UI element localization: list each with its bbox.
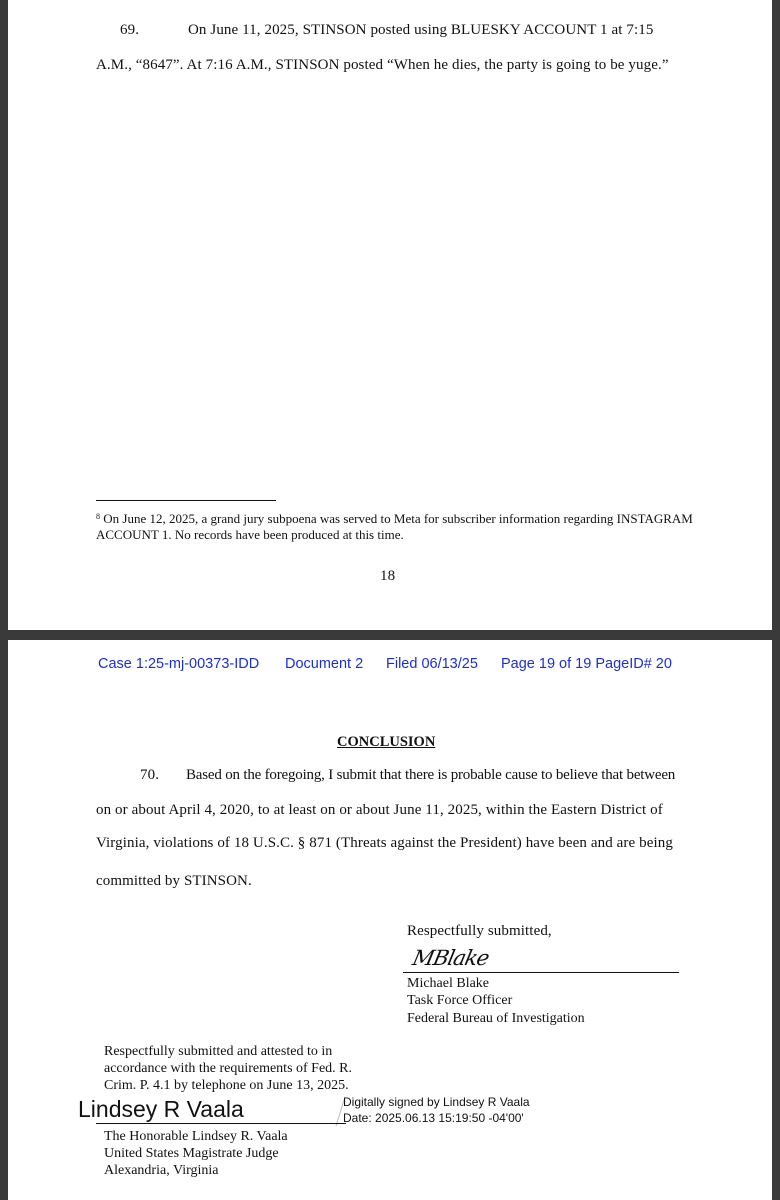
- judge-location: Alexandria, Virginia: [104, 1163, 219, 1178]
- paragraph-69-number: 69.: [120, 22, 140, 38]
- footnote-divider: [96, 500, 276, 501]
- paragraph-70-line-3: Virginia, violations of 18 U.S.C. § 871 (Threats against the President) have been and are being: [96, 835, 673, 851]
- paragraph-70-line-2: on or about April 4, 2020, to at least on or about June 11, 2025, within the Eastern District of: [96, 802, 663, 818]
- officer-handwritten-signature: MBlake: [410, 946, 491, 970]
- officer-name: Michael Blake: [407, 976, 490, 991]
- header-case-number: Case 1:25-mj-00373-IDD: [98, 656, 260, 672]
- judge-digital-signature: Lindsey R Vaala: [78, 1096, 244, 1122]
- signature-line: [403, 972, 679, 973]
- paragraph-69-line-2: A.M., “8647”. At 7:16 A.M., STINSON posted “When he dies, the party is going to be yuge.”: [96, 57, 669, 73]
- respectfully-submitted: Respectfully submitted,: [407, 923, 552, 939]
- paragraph-70-number: 70.: [140, 767, 160, 783]
- judge-name: The Honorable Lindsey R. Vaala: [104, 1129, 288, 1144]
- attestation-statement: Respectfully submitted and attested to in accordance with the requirements of Fed. R. Crim. P. 4.1 by telephone on June 13, 2025.: [104, 1044, 353, 1093]
- judge-signature-line: [96, 1123, 346, 1124]
- document-page-19: [8, 640, 772, 1200]
- document-page-18: [8, 0, 772, 630]
- header-filed-date: Filed 06/13/25: [386, 656, 478, 672]
- header-page-id: Page 19 of 19 PageID# 20: [501, 656, 672, 672]
- digital-signature-line-1: Digitally signed by Lindsey R Vaala: [343, 1095, 530, 1109]
- footnote-text: On June 12, 2025, a grand jury subpoena was served to Meta for subscriber information regarding INSTAGRAM ACCOUNT 1. No records have been produced at this time.: [96, 511, 693, 542]
- paragraph-70-line-1: Based on the foregoing, I submit that there is probable cause to believe that between: [186, 767, 676, 783]
- digital-signature-date: Date: 2025.06.13 15:19:50 -04'00': [343, 1111, 524, 1125]
- header-document: Document 2: [285, 656, 364, 672]
- conclusion-heading: CONCLUSION: [337, 734, 436, 750]
- page-number: 18: [380, 568, 396, 584]
- paragraph-69-line-1: On June 11, 2025, STINSON posted using BLUESKY ACCOUNT 1 at 7:15: [188, 22, 654, 38]
- officer-title: Task Force Officer: [407, 993, 513, 1008]
- footnote-marker: 8: [96, 512, 100, 521]
- judge-title: United States Magistrate Judge: [104, 1146, 279, 1161]
- paragraph-70-line-4: committed by STINSON.: [96, 873, 252, 889]
- officer-agency: Federal Bureau of Investigation: [407, 1011, 585, 1026]
- footnote-8: [96, 509, 716, 543]
